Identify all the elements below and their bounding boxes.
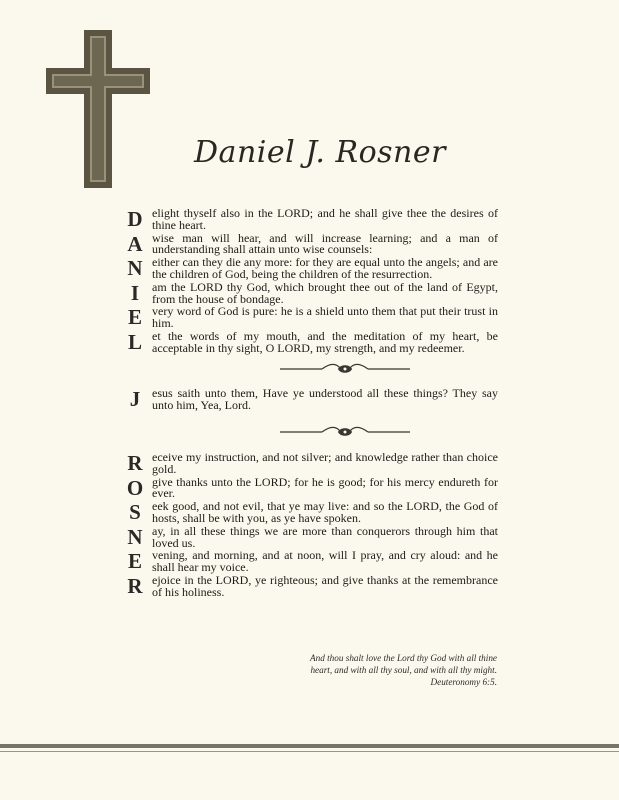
acrostic-row [118,387,498,412]
closing-verse-line: heart, and with all thy soul, and with all thy might. [310,665,497,675]
scroll-ornament-icon [280,362,410,376]
verse-text: elight thyself also in the LORD; and he shall give thee the desires of thine heart. [152,206,498,232]
closing-verse-reference: Deuteronomy 6:5. [430,677,497,687]
verse-text: ay, in all these things we are more than conquerors through him that loved us. [152,523,498,550]
acrostic-initial: R [127,451,143,475]
acrostic-initial: E [127,305,142,330]
acrostic-initial: N [127,524,143,549]
acrostic-row [118,305,498,330]
acrostic-initial: S [129,500,141,525]
acrostic-row [118,281,498,306]
verse-text: eceive my instruction, and not silver; and knowledge rather than choice gold. [152,450,498,476]
acrostic-row [118,256,498,281]
page-title: Daniel J. Rosner [194,135,446,170]
verse-text: eek good, and not evil, that ye may live: and so the LORD, the God of hosts, shall be with you, as ye have spoken. [152,499,498,525]
closing-verse-line: And thou shalt love the Lord thy God with all thine [310,653,497,663]
acrostic-row [118,500,498,525]
acrostic-initial: O [126,475,144,500]
acrostic-initial: E [127,549,142,574]
verse-text: either can they die any more: for they are equal unto the angels; and are the children of God, being the children of the resurrection. [152,255,498,281]
acrostic-row [118,451,498,476]
verse-text: am the LORD thy God, which brought thee out of the land of Egypt, from the house of bondage. [152,279,498,306]
acrostic-row [118,207,498,232]
verse-text: ejoice in the LORD, ye righteous; and give thanks at the remembrance of his holiness. [152,572,498,599]
verse-text: vening, and morning, and at noon, will I pray, and cry aloud: and he shall hear my voice. [152,548,498,575]
acrostic-row [118,330,498,355]
acrostic-initial: N [127,256,143,281]
acrostic-row [118,549,498,574]
acrostic-section-j [118,387,498,412]
verse-text: esus saith unto them, Have ye understood all these things? They say unto him, Yea, Lord. [152,386,498,412]
acrostic-row [118,476,498,501]
verse-text: very word of God is pure: he is a shield unto them that put their trust in him. [152,304,498,331]
acrostic-initial: L [127,329,142,354]
scroll-ornament-icon [280,425,410,439]
acrostic-initial: D [127,207,143,231]
acrostic-section-daniel [118,207,498,355]
acrostic-initial: A [127,231,143,256]
acrostic-section-rosner [118,451,498,599]
footer-rule-thin [0,751,619,752]
acrostic-initial: J [129,387,141,411]
acrostic-row [118,232,498,257]
verse-text: wise man will hear, and will increase learning; and a man of understanding shall attain unto wise counsels: [152,230,498,257]
acrostic-row [118,525,498,550]
footer-rule [0,744,619,748]
acrostic-initial: R [127,573,143,598]
verse-text: et the words of my mouth, and the meditation of my heart, be acceptable in thy sight, O LORD, my strength, and my redeemer. [152,328,498,355]
verse-text: give thanks unto the LORD; for he is good; for his mercy endureth for ever. [152,474,498,501]
acrostic-row [118,574,498,599]
cross-icon [46,30,150,188]
acrostic-initial: I [130,280,140,305]
closing-verse [270,652,497,688]
